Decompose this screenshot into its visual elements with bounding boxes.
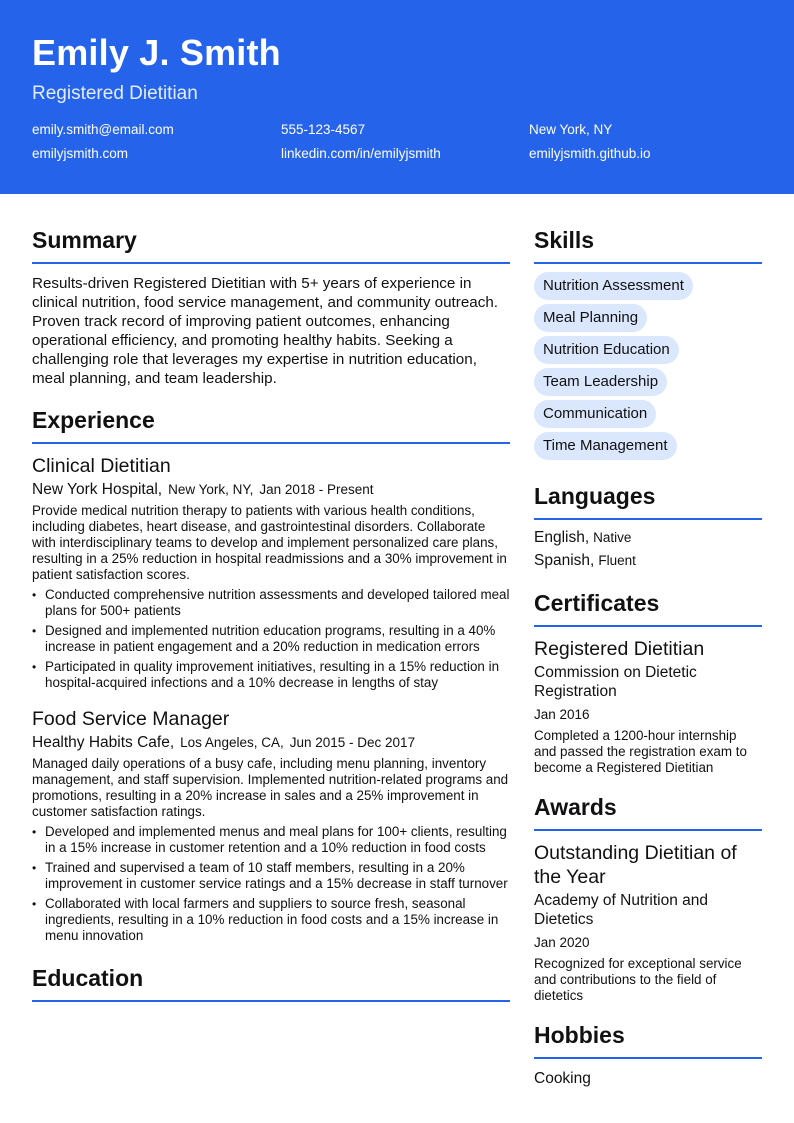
location: New York, NY	[529, 122, 613, 137]
job-bullets	[32, 824, 510, 944]
skill-tag: Nutrition Education	[534, 336, 679, 364]
awards-heading: Awards	[534, 793, 762, 831]
experience-entry	[32, 454, 510, 691]
language-name: English,	[534, 529, 590, 546]
skill-tag: Communication	[534, 400, 656, 428]
email-link[interactable]: emily.smith@email.com	[32, 122, 174, 137]
skills-heading: Skills	[534, 226, 762, 264]
hobby-item: Cooking	[534, 1070, 591, 1087]
certificate-description: Completed a 1200-hour internship and passed the registration exam to become a Registered Dietitian	[534, 728, 747, 775]
skill-tag: Time Management	[534, 432, 677, 460]
job-bullets	[32, 587, 510, 691]
job-bullet: • Conducted comprehensive nutrition assessments and developed tailored meal plans for 500+ patients	[32, 587, 510, 619]
job-description: Managed daily operations of a busy cafe, including menu planning, inventory management, and staff supervision. Implemented nutrition-related programs and promotions, resulting in a 20% increase in sales and a 25% improvement in customer satisfaction ratings.	[32, 756, 509, 819]
skill-tag: Meal Planning	[534, 304, 647, 332]
side-column	[534, 226, 762, 1090]
language-item	[534, 526, 762, 549]
job-company: New York Hospital,	[32, 481, 163, 498]
job-location: New York, NY,	[168, 482, 254, 497]
skills-list	[534, 272, 762, 464]
website-link[interactable]: emilyjsmith.com	[32, 146, 129, 161]
certificate-issuer: Commission on Dietetic Registration	[534, 664, 697, 700]
github-link[interactable]: emilyjsmith.github.io	[529, 146, 651, 161]
main-column	[32, 226, 510, 1002]
resume-header	[0, 0, 794, 194]
hobbies-heading: Hobbies	[534, 1021, 762, 1059]
summary-heading: Summary	[32, 226, 510, 264]
language-name: Spanish,	[534, 552, 595, 569]
summary-text: Results-driven Registered Dietitian with 5+ years of experience in clinical nutrition, food service management, and community outreach. Proven track record of improving patient outcomes, enhancing operational efficiency, and promoting healthy habits. Seeking a challenging role that leverages my expertise in nutrition education, meal planning, and team leadership.	[32, 275, 498, 387]
education-heading: Education	[32, 964, 510, 1002]
job-dates: Jan 2018 - Present	[259, 482, 374, 497]
job-bullet: • Collaborated with local farmers and suppliers to source fresh, seasonal ingredients, resulting in a 10% reduction in food costs and a 15% increase in menu innovation	[32, 896, 510, 944]
award-title: Outstanding Dietitian of the Year	[534, 842, 737, 888]
certificate-title: Registered Dietitian	[534, 638, 705, 660]
language-level: Fluent	[598, 553, 636, 568]
job-description: Provide medical nutrition therapy to patients with various health conditions, including diabetes, heart disease, and gastrointestinal disorders. Collaborate with interdisciplinary teams to develop and implement personalized care plans, resulting in a 25% reduction in hospital readmissions and a 30% improvement in patient satisfaction scores.	[32, 503, 507, 582]
award-issuer: Academy of Nutrition and Dietetics	[534, 892, 709, 928]
job-company: Healthy Habits Cafe,	[32, 734, 175, 751]
job-dates: Jun 2015 - Dec 2017	[289, 735, 416, 750]
certificate-entry	[534, 637, 762, 776]
award-entry	[534, 841, 762, 1004]
award-date: Jan 2020	[534, 935, 590, 950]
job-meta	[32, 480, 510, 500]
linkedin-link[interactable]: linkedin.com/in/emilyjsmith	[281, 146, 441, 161]
certificates-heading: Certificates	[534, 589, 762, 627]
award-description: Recognized for exceptional service and contributions to the field of dietetics	[534, 956, 742, 1003]
skill-tag: Team Leadership	[534, 368, 667, 396]
job-meta	[32, 733, 510, 753]
job-bullet: • Participated in quality improvement initiatives, resulting in a 15% reduction in hospital-acquired infections and a 10% decrease in lengths of stay	[32, 659, 510, 691]
skill-tag: Nutrition Assessment	[534, 272, 693, 300]
job-title: Clinical Dietitian	[32, 455, 171, 477]
job-title: Food Service Manager	[32, 708, 230, 730]
job-bullet: • Designed and implemented nutrition education programs, resulting in a 40% increase in patient engagement and a 20% reduction in medication errors	[32, 623, 510, 655]
experience-entry	[32, 707, 510, 944]
language-item	[534, 549, 762, 572]
job-location: Los Angeles, CA,	[180, 735, 284, 750]
language-level: Native	[593, 530, 632, 545]
candidate-name: Emily J. Smith	[32, 32, 281, 73]
experience-heading: Experience	[32, 406, 510, 444]
candidate-title: Registered Dietitian	[32, 83, 198, 104]
certificate-date: Jan 2016	[534, 707, 590, 722]
phone-number[interactable]: 555-123-4567	[281, 122, 366, 137]
job-bullet: • Developed and implemented menus and meal plans for 100+ clients, resulting in a 15% increase in customer retention and a 10% reduction in food costs	[32, 824, 510, 856]
languages-list	[534, 526, 762, 572]
job-bullet: • Trained and supervised a team of 10 staff members, resulting in a 20% improvement in customer service ratings and a 15% decrease in staff turnover	[32, 860, 510, 892]
languages-heading: Languages	[534, 482, 762, 520]
